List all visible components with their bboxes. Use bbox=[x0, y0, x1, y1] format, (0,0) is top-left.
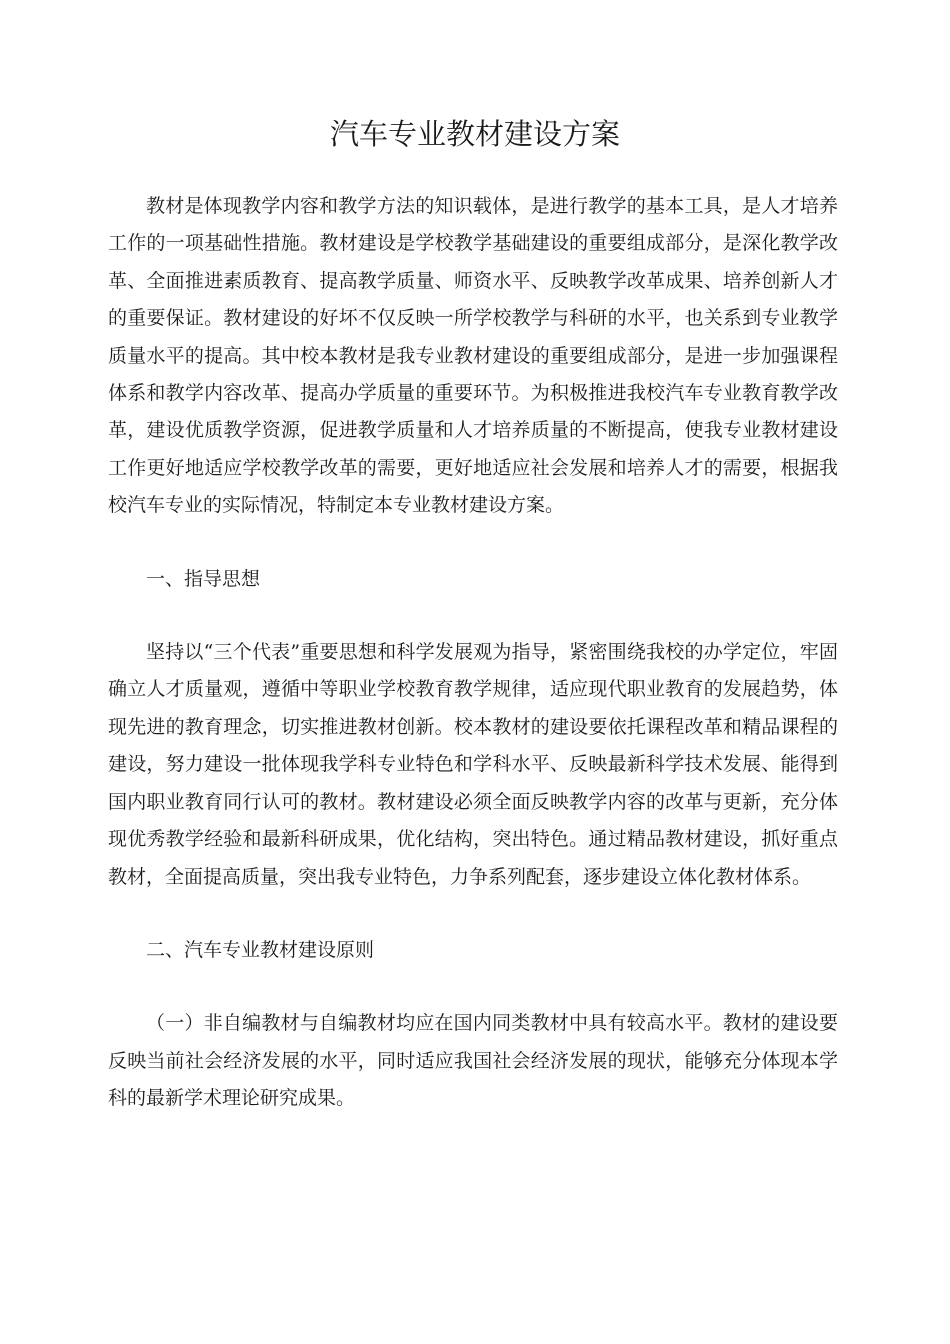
document-body bbox=[108, 188, 838, 1118]
guiding-ideology-paragraph: 坚持以“三个代表”重要思想和科学发展观为指导，紧密围绕我校的办学定位，牢固确立人才质量观，遵循中等职业学校教育教学规律，适应现代职业教育的发展趋势，体现先进的教育理念，切实推进教材创新。校本教材的建设要依托课程改革和精品课程的建设，努力建设一批体现我学科专业特色和学科水平、反映最新科学技术发展、能得到国内职业教育同行认可的教材。教材建设必须全面反映教学内容的改革与更新，充分体现优秀教学经验和最新科研成果，优化结构，突出特色。通过精品教材建设，抓好重点教材，全面提高质量，突出我专业特色，力争系列配套，逐步建设立体化教材体系。 bbox=[108, 641, 838, 888]
intro-paragraph: 教材是体现教学内容和教学方法的知识载体，是进行教学的基本工具，是人才培养工作的一项基础性措施。教材建设是学校教学基础建设的重要组成部分，是深化教学改革、全面推进素质教育、提高教学质量、师资水平、反映教学改革成果、培养创新人才的重要保证。教材建设的好坏不仅反映一所学校教学与科研的水平，也关系到专业教学质量水平的提高。其中校本教材是我专业教材建设的重要组成部分，是进一步加强课程体系和教学内容改革、提高办学质量的重要环节。为积极推进我校汽车专业教育教学改革，建设优质教学资源，促进教学质量和人才培养质量的不断提高，使我专业教材建设工作更好地适应学校教学改革的需要，更好地适应社会发展和培养人才的需要，根据我校汽车专业的实际情况，特制定本专业教材建设方案。 bbox=[108, 195, 838, 517]
principle-item-1-paragraph: （一）非自编教材与自编教材均应在国内同类教材中具有较高水平。教材的建设要反映当前社会经济发展的水平，同时适应我国社会经济发展的现状，能够充分体现本学科的最新学术理论研究成果。 bbox=[108, 1012, 838, 1110]
section-heading-guiding-ideology: 一、指导思想 bbox=[146, 567, 261, 590]
section-heading-construction-principles: 二、汽车专业教材建设原则 bbox=[146, 938, 375, 961]
document-title: 汽车专业教材建设方案 bbox=[329, 117, 620, 151]
